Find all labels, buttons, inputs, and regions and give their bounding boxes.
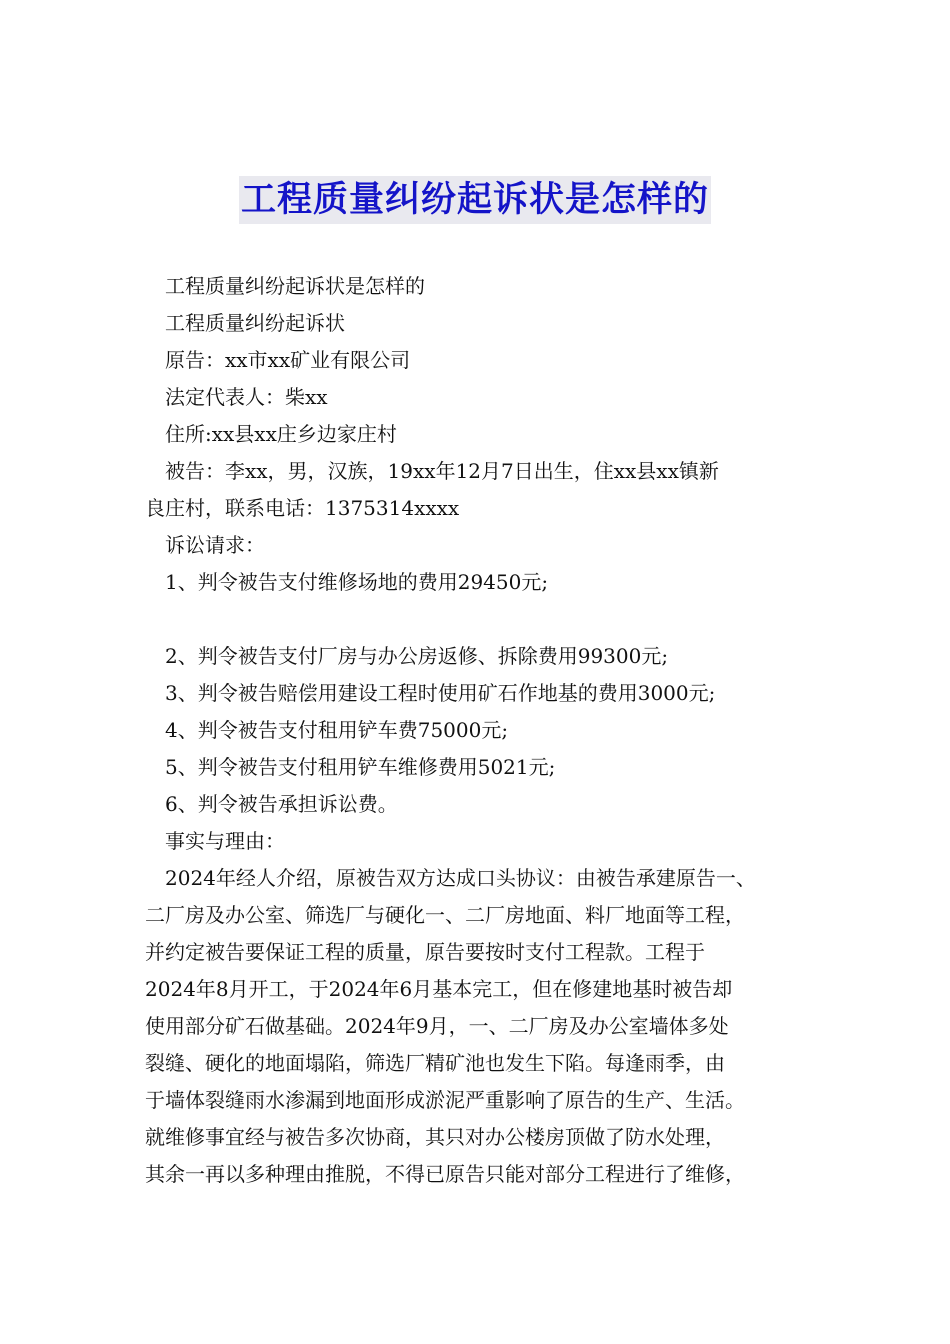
paragraph-line: 5、判令被告支付租用铲车维修费用5021元; [165, 755, 556, 779]
paragraph-line: 裂缝、硬化的地面塌陷，筛选厂精矿池也发生下陷。每逢雨季，由 [145, 1051, 725, 1075]
paragraph-line: 于墙体裂缝雨水渗漏到地面形成淤泥严重影响了原告的生产、生活。 [145, 1088, 745, 1112]
paragraph-line: 使用部分矿石做基础。2024年9月，一、二厂房及办公室墙体多处 [145, 1014, 729, 1038]
paragraph-line: 工程质量纠纷起诉状 [165, 311, 345, 335]
paragraph-line: 就维修事宜经与被告多次协商，其只对办公楼房顶做了防水处理， [145, 1125, 725, 1149]
paragraph-line: 2024年8月开工，于2024年6月基本完工，但在修建地基时被告却 [145, 977, 733, 1001]
paragraph-line: 二厂房及办公室、筛选厂与硬化一、二厂房地面、料厂地面等工程， [145, 903, 745, 927]
paragraph-line: 法定代表人：柴xx [165, 385, 328, 409]
document-body [145, 268, 825, 1193]
paragraph-line: 2024年经人介绍，原被告双方达成口头协议：由被告承建原告一、 [165, 866, 756, 890]
paragraph-line: 诉讼请求： [165, 533, 265, 557]
paragraph-line: 良庄村，联系电话：1375314xxxx [145, 496, 460, 520]
document-title: 工程质量纠纷起诉状是怎样的 [239, 176, 711, 224]
paragraph-line: 3、判令被告赔偿用建设工程时使用矿石作地基的费用3000元; [165, 681, 716, 705]
paragraph-line: 4、判令被告支付租用铲车费75000元; [165, 718, 509, 742]
blank-line [145, 601, 825, 638]
paragraph-line: 原告：xx市xx矿业有限公司 [165, 348, 411, 372]
paragraph-line: 并约定被告要保证工程的质量，原告要按时支付工程款。工程于 [145, 940, 705, 964]
paragraph-line: 被告：李xx，男，汉族，19xx年12月7日出生，住xx县xx镇新 [165, 459, 719, 483]
paragraph-line: 1、判令被告支付维修场地的费用29450元; [165, 570, 549, 594]
paragraph-line: 工程质量纠纷起诉状是怎样的 [165, 274, 425, 298]
paragraph-line: 2、判令被告支付厂房与办公房返修、拆除费用99300元; [165, 644, 669, 668]
paragraph-line: 事实与理由： [165, 829, 285, 853]
paragraph-line: 住所:xx县xx庄乡边家庄村 [165, 422, 397, 446]
title-container [0, 176, 950, 224]
paragraph-line: 6、判令被告承担诉讼费。 [165, 792, 398, 816]
paragraph-line: 其余一再以多种理由推脱，不得已原告只能对部分工程进行了维修， [145, 1162, 745, 1186]
